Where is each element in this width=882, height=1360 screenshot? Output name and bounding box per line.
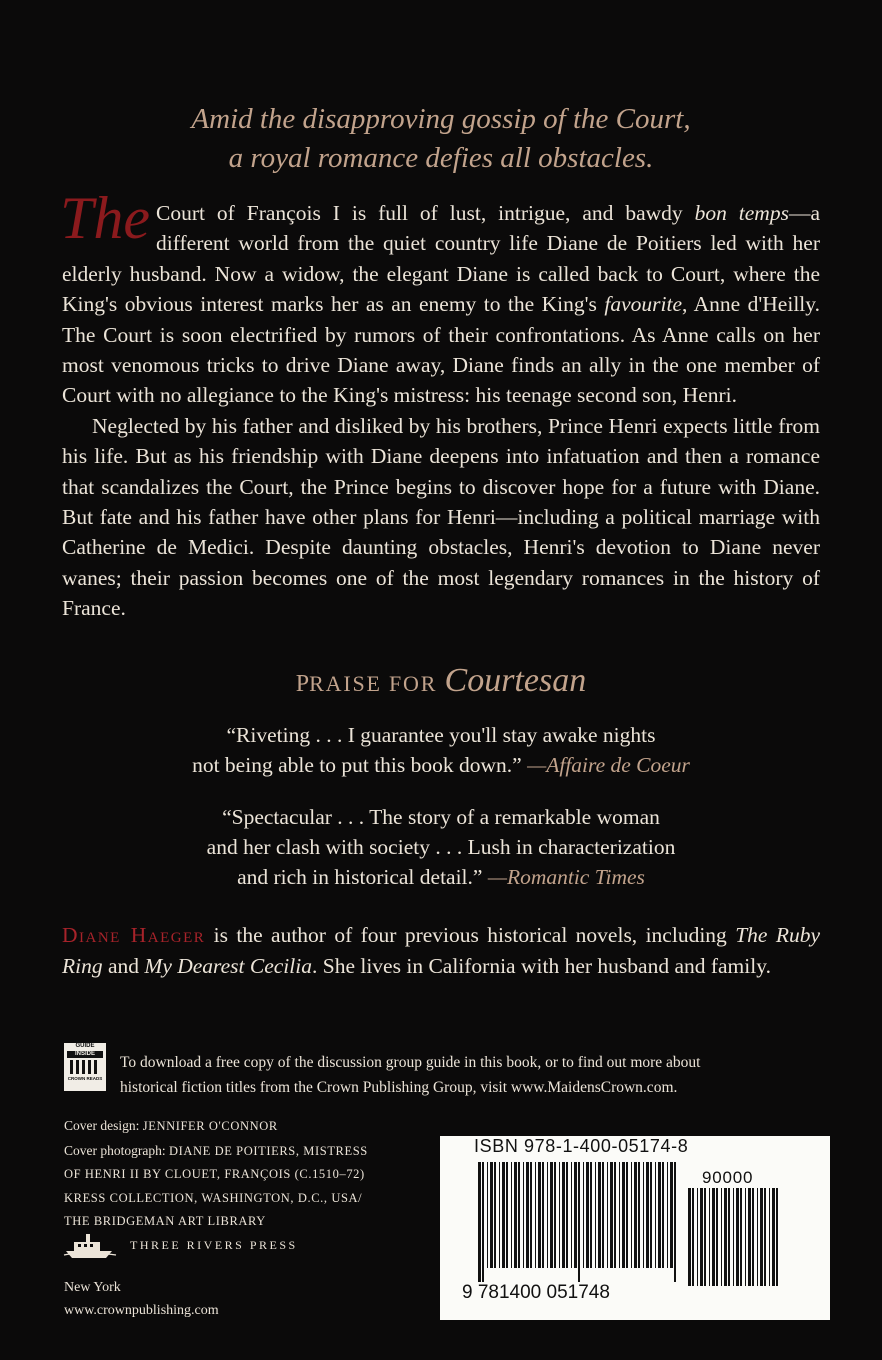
blurb-text-1a: Court of François I is full of lust, intrigue, and bawdy	[156, 201, 695, 225]
barcode-bar	[740, 1188, 742, 1286]
tagline	[0, 100, 882, 178]
barcode-bar	[482, 1162, 484, 1282]
publisher-info	[64, 1276, 219, 1322]
barcode-bar	[760, 1188, 763, 1286]
cover-photo-line-1: DIANE DE POITIERS, MISTRESS	[168, 1143, 368, 1158]
barcode-bar	[733, 1188, 734, 1286]
guide-logo-line-1: GUIDE	[75, 1043, 95, 1049]
cover-photo-credit	[64, 1139, 434, 1164]
quote-2-line-2: and her clash with society . . . Lush in characterization	[206, 835, 676, 859]
barcode-bar	[709, 1188, 710, 1286]
cover-photo-line-3: KRESS COLLECTION, WASHINGTON, D.C., USA/	[64, 1190, 363, 1205]
barcode-bar	[598, 1162, 601, 1268]
guide-note-line-2: historical fiction titles from the Crown Publishing Group, visit www.MaidensCrown.com.	[120, 1079, 678, 1096]
blurb-paragraph-2: Neglected by his father and disliked by his brothers, Prince Henri expects little from his life. But as his friendship with Diane deepens into infatuation and then a romance that scandalizes the Court, the Prince begins to discover hope for a future with Diane. But fate and his father have other plans for Henri—including a political marriage with Catherine de Medici. Despite daunting obstacles, Henri's devotion to Diane never wanes; their passion becomes one of the most legendary romances in the history of France.	[62, 413, 820, 621]
barcode-bar	[607, 1162, 608, 1268]
blurb-paragraph-1	[60, 185, 820, 411]
publisher-city: New York	[64, 1280, 121, 1295]
blurb-text-1c: , Anne d'Heilly. The Court is soon electrified by rumors of their confrontations. As Anne calls on her most venomous tricks to drive Diane away, Diane finds an ally in the one member of Court with no allegiance to the King's mistress: his teenage second son, Henri.	[62, 292, 820, 408]
barcode-bar	[559, 1162, 560, 1268]
book-blurb	[60, 185, 820, 624]
quote-1-source: —Affaire de Coeur	[527, 753, 690, 777]
author-text-2: and	[102, 954, 145, 978]
barcode-bar	[712, 1188, 715, 1286]
cover-design-name: JENNIFER O'CONNOR	[142, 1119, 278, 1133]
barcode-bar	[724, 1188, 727, 1286]
barcode-bar	[674, 1162, 676, 1282]
barcode-bar	[535, 1162, 536, 1268]
barcode-bar	[670, 1162, 673, 1268]
blurb-italic-favourite: favourite	[604, 292, 682, 317]
castle-icon	[70, 1060, 100, 1074]
author-bio	[62, 920, 820, 982]
barcode-bar	[667, 1162, 668, 1268]
quote-1-line-2	[0, 750, 882, 780]
barcode-bar	[634, 1162, 637, 1268]
barcode-bar	[538, 1162, 541, 1268]
barcode-bar	[700, 1188, 703, 1286]
barcode-bar	[542, 1162, 544, 1268]
tagline-line-2: a royal romance defies all obstacles.	[228, 142, 654, 174]
barcode-bar	[502, 1162, 505, 1268]
barcode-bar	[688, 1188, 691, 1286]
barcode-bar	[511, 1162, 512, 1268]
barcode-bar	[578, 1162, 580, 1282]
barcode-bar	[662, 1162, 664, 1268]
barcode-bar	[571, 1162, 572, 1268]
barcode-bar	[526, 1162, 529, 1268]
cover-photo-label: Cover photograph:	[64, 1142, 169, 1158]
barcode-bar	[745, 1188, 746, 1286]
author-name: Diane Haeger	[62, 923, 206, 947]
barcode-bar	[566, 1162, 568, 1268]
barcode-bar	[586, 1162, 589, 1268]
barcode-bar	[514, 1162, 517, 1268]
barcode-bar	[523, 1162, 524, 1268]
quote-2-text: and rich in historical detail.”	[237, 865, 488, 889]
barcode-bar	[736, 1188, 739, 1286]
barcode-bar	[518, 1162, 520, 1268]
quote-2-line-3	[0, 862, 882, 892]
barcode-bar	[776, 1188, 778, 1286]
praise-quote-1	[0, 720, 882, 780]
barcode-bar	[574, 1162, 577, 1268]
guide-note	[120, 1050, 820, 1100]
barcode-bar	[610, 1162, 613, 1268]
barcode-bar	[721, 1188, 722, 1286]
barcode-bar	[697, 1188, 698, 1286]
quote-1-line-1: “Riveting . . . I guarantee you'll stay awake nights	[226, 723, 656, 747]
barcode-bar	[590, 1162, 592, 1268]
barcode-bar	[614, 1162, 616, 1268]
quote-2-line-1: “Spectacular . . . The story of a remarkable woman	[222, 805, 660, 829]
guide-inside-logo	[64, 1043, 106, 1091]
barcode-bar	[626, 1162, 628, 1268]
author-text-3: . She lives in California with her husband and family.	[311, 954, 771, 978]
barcode-bar	[595, 1162, 596, 1268]
barcode-bar	[757, 1188, 758, 1286]
cover-credits	[64, 1114, 434, 1234]
praise-heading-title: Courtesan	[444, 662, 587, 699]
barcode-bar	[692, 1188, 694, 1286]
barcode-bar	[494, 1162, 496, 1268]
ean-number: 9 781400 051748	[462, 1282, 610, 1303]
praise-heading	[0, 662, 882, 700]
tagline-line-1: Amid the disapproving gossip of the Court,	[191, 103, 691, 135]
quote-2-source: —Romantic Times	[487, 865, 645, 889]
cover-photo-line-4: THE BRIDGEMAN ART LIBRARY	[64, 1214, 266, 1228]
guide-logo-line-2: INSIDE	[67, 1051, 103, 1058]
barcode-bar	[646, 1162, 649, 1268]
barcode-bar	[622, 1162, 625, 1268]
barcode-bar	[716, 1188, 718, 1286]
barcode-bar	[619, 1162, 620, 1268]
barcode-bar	[658, 1162, 661, 1268]
barcode-panel	[440, 1136, 830, 1320]
publisher-name: THREE RIVERS PRESS	[130, 1238, 298, 1252]
barcode-bar	[554, 1162, 556, 1268]
blurb-text-1b: —a different world from the quiet country life Diane de Poitiers led with her elderly husband. Now a widow, the elegant Diane is called back to Court, where the King's obvious interest marks her as an enemy to the King's	[62, 201, 820, 317]
isbn-number: ISBN 978-1-400-05174-8	[474, 1136, 689, 1156]
praise-heading-initial: P	[295, 671, 310, 697]
barcode-bar	[562, 1162, 565, 1268]
author-book-1: The Ruby Ring	[62, 923, 821, 978]
barcode-bar	[764, 1188, 766, 1286]
guide-logo-line-3: CROWN READS	[67, 1076, 103, 1081]
barcode-main	[478, 1162, 676, 1282]
drop-cap: The	[60, 185, 150, 251]
barcode-bar	[704, 1188, 706, 1286]
barcode-bar	[490, 1162, 493, 1268]
publisher-url: www.crownpublishing.com	[64, 1303, 219, 1318]
price-code: 90000	[702, 1168, 754, 1187]
barcode-bar	[631, 1162, 632, 1268]
cover-photo-line-2: OF HENRI II BY CLOUET, FRANÇOIS (C.1510–72)	[64, 1167, 365, 1181]
barcode-bar	[769, 1188, 770, 1286]
quote-1-text: not being able to put this book down.”	[192, 753, 528, 777]
barcode-bar	[583, 1162, 584, 1268]
barcode-bar	[638, 1162, 640, 1268]
praise-quote-2	[0, 802, 882, 892]
barcode-bar	[530, 1162, 532, 1268]
barcode-bar	[487, 1162, 488, 1268]
barcode-bar	[602, 1162, 604, 1268]
barcode-bar	[655, 1162, 656, 1268]
barcode-bar	[650, 1162, 652, 1268]
barcode-bar	[643, 1162, 644, 1268]
barcode-bar	[550, 1162, 553, 1268]
blurb-italic-bon-temps: bon temps	[694, 201, 789, 225]
cover-design-label: Cover design:	[64, 1118, 143, 1133]
barcode-bar	[728, 1188, 730, 1286]
barcode-bar	[478, 1162, 481, 1282]
barcode-bar	[499, 1162, 500, 1268]
author-text-1: is the author of four previous historical novels, including	[205, 923, 736, 947]
publisher-logo	[62, 1227, 402, 1267]
barcode-bar	[748, 1188, 751, 1286]
barcode-bar	[506, 1162, 508, 1268]
barcode-addon	[688, 1188, 780, 1300]
author-book-2: My Dearest Cecilia	[144, 954, 312, 978]
praise-heading-text: RAISE FOR	[309, 671, 445, 696]
barcode-bar	[772, 1188, 775, 1286]
cover-design-credit	[64, 1114, 434, 1139]
guide-note-line-1: To download a free copy of the discussion group guide in this book, or to find out more about	[120, 1054, 701, 1071]
ship-icon	[62, 1231, 118, 1261]
barcode-bar	[752, 1188, 754, 1286]
barcode-bar	[547, 1162, 548, 1268]
